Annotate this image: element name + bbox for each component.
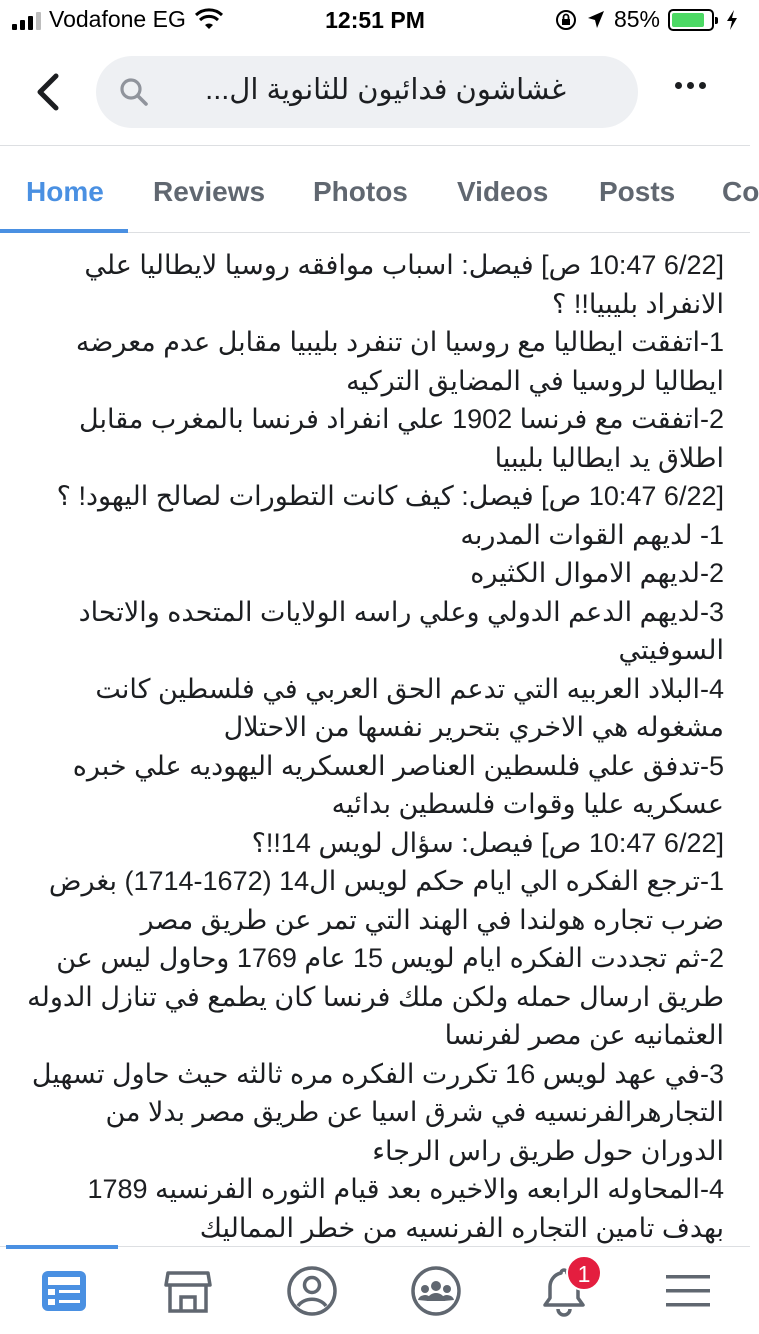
nav-bar (0, 40, 750, 145)
marketplace-icon[interactable] (162, 1265, 214, 1317)
post-line: [6/22 10:47 ص] فيصل: اسباب موافقه روسيا لايطاليا علي الانفراد بليبيا!! ؟ (84, 250, 724, 319)
location-arrow-icon (586, 9, 606, 31)
post-line: 4-البلاد العربيه التي تدعم الحق العربي في فلسطين كانت مشغوله هي الاخري بتحرير نفسها من الاحتلال (95, 673, 724, 742)
search-icon (118, 76, 150, 108)
post-text (0, 236, 750, 1247)
bottom-tab-bar (0, 1246, 750, 1334)
post-line: 1- لديهم القوات المدربه (460, 519, 724, 550)
post-line: 3-لديهم الدعم الدولي وعلي راسه الولايات المتحده والاتحاد السوفيتي (78, 596, 724, 665)
tab-home[interactable]: Home (26, 176, 104, 207)
post-line: 2-اتفقت مع فرنسا 1902 علي انفراد فرنسا بالمغرب مقابل اطلاق يد ايطاليا بليبيا (79, 404, 724, 473)
back-chevron-icon[interactable] (28, 70, 68, 114)
post-line: 1-ترجع الفكره الي ايام حكم لويس ال14 (1672-1714) بغرض ضرب تجاره هولندا في الهند التي تمر عن طريق مصر (48, 866, 724, 935)
post-line: 2-ثم تجددت الفكره ايام لويس 15 عام 1769 وحاول ليس عن طريق ارسال حمله ولكن ملك فرنسا كان يطمع في تنازل الدوله العثمانيه عن مصر لفرنسا (27, 943, 724, 1050)
post-line: 2-لديهم الاموال الكثيره (470, 558, 724, 588)
more-options-icon[interactable] (675, 82, 706, 89)
status-bar (0, 0, 750, 40)
post-line: 3-في عهد لويس 16 تكررت الفكره مره ثالثه حيث حاول تسهيل التجارهرالفرنسيه في شرق اسيا عن طريق مصر بدلا من الدوران حول طريق راس الرجاء (31, 1058, 724, 1166)
clock: 12:51 PM (325, 7, 425, 33)
news-feed-icon[interactable] (38, 1265, 90, 1317)
tab-photos[interactable]: Photos (313, 176, 408, 207)
active-tab-indicator (6, 1245, 118, 1249)
tab-community[interactable]: Co (722, 176, 759, 207)
menu-icon[interactable] (662, 1265, 714, 1317)
notification-badge: 1 (566, 1255, 602, 1291)
post-line: 4-المحاوله الرابعه والاخيره بعد قيام الثوره الفرنسيه 1789 بهدف تامين التجاره الفرنسيه من خطر المماليك (87, 1174, 724, 1243)
search-bar[interactable] (96, 56, 638, 128)
tab-posts[interactable]: Posts (599, 176, 676, 207)
carrier-label: Vodafone EG (49, 6, 186, 32)
tab-videos[interactable]: Videos (457, 176, 549, 207)
page-tabs (0, 145, 759, 233)
post-content (0, 236, 750, 1246)
post-line: 1-اتفقت ايطاليا مع روسيا ان تنفرد بليبيا مقابل عدم معرضه ايطاليا لروسيا في المضايق التركيه (75, 327, 724, 396)
battery-percent: 85% (613, 6, 660, 32)
search-text: غشاشون فدائيون للثانوية ال... (205, 74, 566, 106)
battery-level (672, 13, 704, 27)
post-line: 5-تدفق علي فلسطين العناصر العسكريه اليهوديه علي خبره عسكريه عليا وقوات فلسطين بدائيه (72, 750, 724, 819)
post-line: [6/22 10:47 ص] فيصل: سؤال لويس 14!!؟ (251, 827, 724, 858)
active-tab-indicator (0, 229, 128, 233)
post-line: [6/22 10:47 ص] فيصل: كيف كانت التطورات لصالح اليهود! ؟ (56, 481, 724, 511)
battery-icon (668, 9, 714, 31)
tab-reviews[interactable]: Reviews (153, 176, 266, 207)
profile-icon[interactable] (286, 1265, 338, 1317)
rotation-lock-icon (554, 8, 578, 32)
groups-icon[interactable] (410, 1265, 462, 1317)
charging-icon (726, 9, 738, 31)
